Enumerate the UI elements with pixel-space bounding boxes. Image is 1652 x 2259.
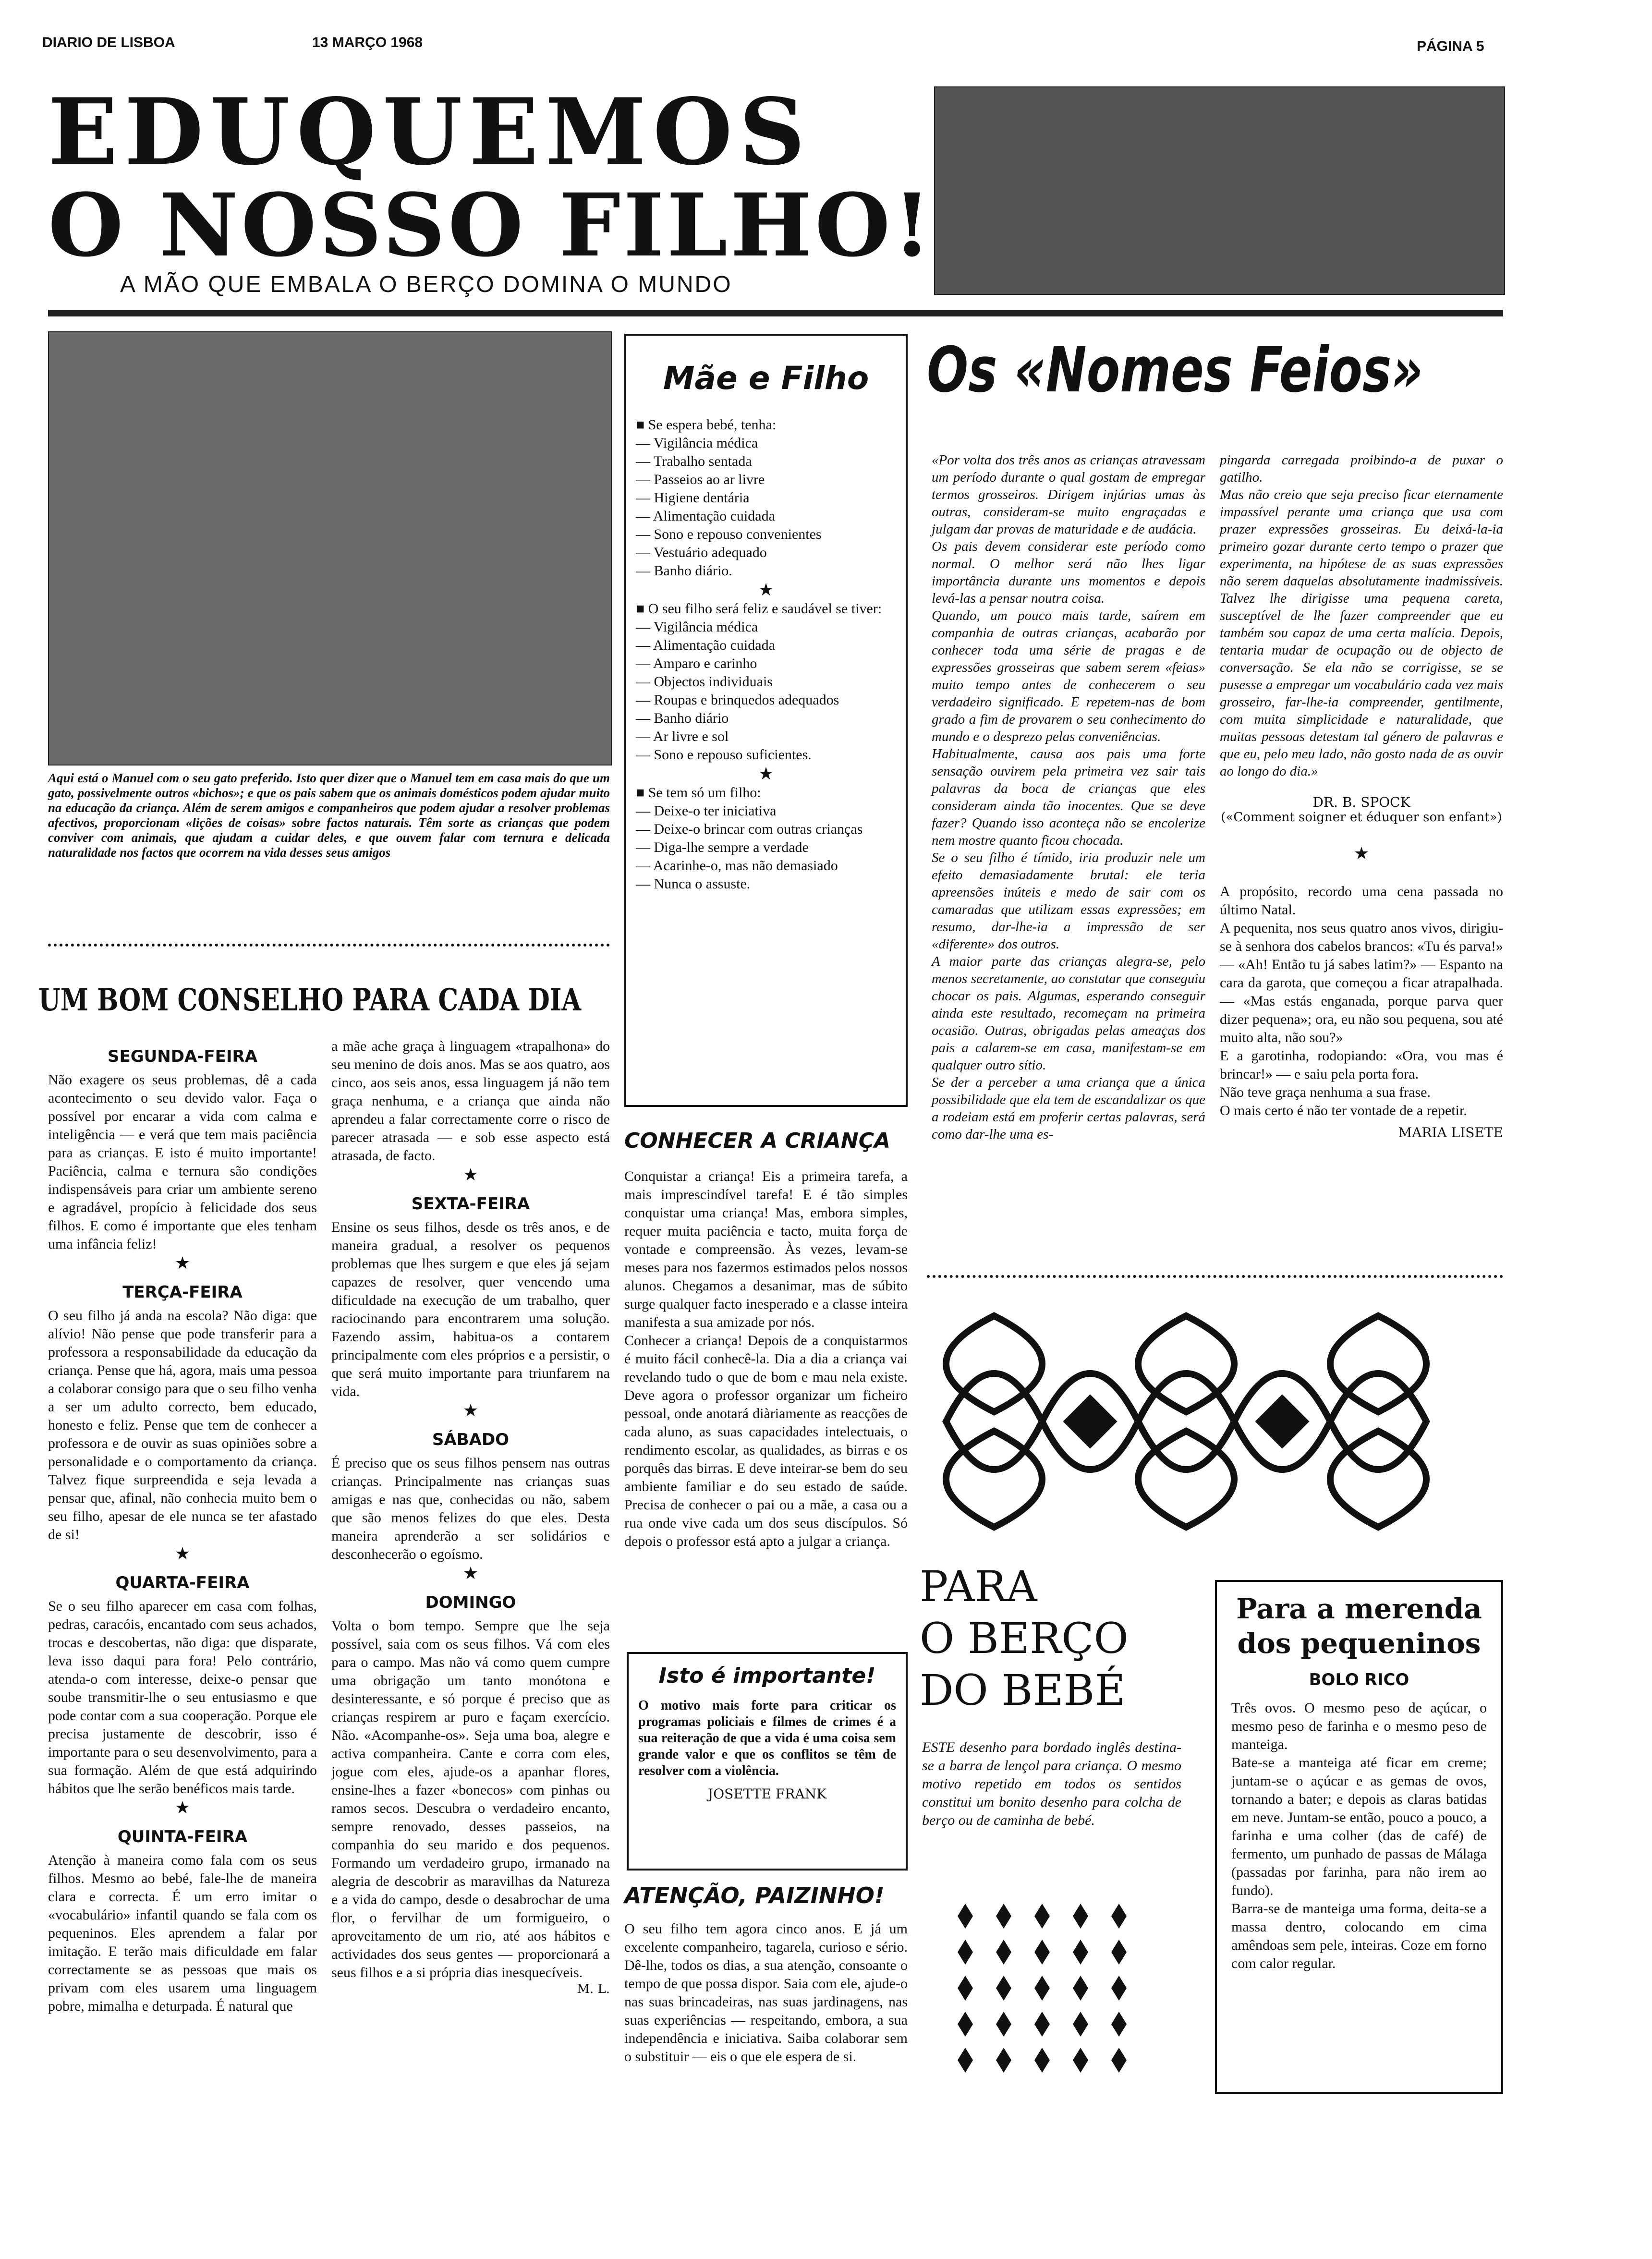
section-heading: ■ Se tem só um filho:: [636, 785, 761, 801]
day-heading: TERÇA-FEIRA: [122, 1283, 243, 1302]
recipe-text: Três ovos. O mesmo peso de açúcar, o mesmo peso de farinha e o mesmo peso de manteiga.: [1231, 1700, 1487, 1752]
day-text: Não exagere os seus problemas, dê a cada acontecimento o seu devido valor. Faça o possível por encarar a vida com calma e inteligência — e verá que tem mais paciência para as crianças. E isto é muito importante! Paciência, calma e ternura são condições indispensáveis para criar um ambiente sereno e agradável, propício à felicidade dos seus filhos. E como é importante que eles tenham uma infância feliz!: [48, 1072, 317, 1252]
recipe-name: BOLO RICO: [1309, 1670, 1409, 1689]
day-heading: QUARTA-FEIRA: [115, 1573, 250, 1592]
embroidery-motif: [996, 2048, 1011, 2073]
children-photo: [934, 86, 1505, 295]
list-item: — Alimentação cuidada: [636, 637, 775, 653]
list-item: — Trabalho sentada: [636, 453, 752, 469]
embroidery-motif: [1034, 1976, 1050, 2001]
embroidery-motif: [1034, 1940, 1050, 1965]
conhecer-paragraph: Conquistar a criança! Eis a primeira tarefa, a mais imprescindível tarefa! E é tão simples conquistar uma criança! Mas, embora simples, requer muita paciência e tacto, muita força de vontade e compreensão. Às vezes, levam-se meses para nos fazermos estimados pelos nossos alunos. Chegamos a desanimar, mas de súbito surge qualquer facto inesperado e a classe inteira manifesta a sua amizade por nós.: [624, 1168, 908, 1330]
embroidery-motif: [1034, 1904, 1050, 1929]
embroidery-motif: [1073, 2048, 1088, 2073]
embroidery-motif: [1111, 2012, 1127, 2037]
list-item: — Roupas e brinquedos adequados: [636, 692, 839, 708]
embroidery-pattern: [927, 1297, 1508, 1546]
embroidery-motif: [958, 1904, 973, 1929]
list-item: — Ar livre e sol: [636, 729, 729, 744]
atencao-section: [624, 1882, 908, 2066]
day-heading: SÁBADO: [432, 1430, 510, 1449]
conselho-title: UM BOM CONSELHO PARA CADA DIA: [38, 982, 582, 1018]
berco-title-line: PARA: [920, 1562, 1037, 1611]
page-number: PÁGINA 5: [1417, 38, 1484, 54]
list-item: — Vigilância médica: [636, 435, 758, 451]
list-item: — Objectos individuais: [636, 674, 773, 690]
section-heading: ■ Se espera bebé, tenha:: [636, 417, 777, 433]
nomes-column-2: [1220, 451, 1503, 1141]
masthead-rule: [48, 310, 1503, 316]
berco-title: [920, 1561, 1184, 1716]
embroidery-motif: [1073, 1976, 1088, 2001]
embroidery-motif: [958, 2048, 973, 2073]
star-separator: ★: [758, 580, 774, 600]
berco-text: ESTE desenho para bordado inglês destina-se a barra de lençol para criança. O mesmo motivo repetido em todos os sentidos constitui um bonito desenho para colcha de berço ou de caminha de bebé.: [922, 1739, 1181, 1828]
star-separator: ★: [758, 764, 774, 784]
section-heading: ■ O seu filho será feliz e saudável se tiver:: [636, 601, 882, 617]
day-text: O seu filho já anda na escola? Não diga: que alívio! Não pense que pode transferir para a professora a responsabilidade da educação da criança. Pense que há, agora, mais uma pessoa a colaborar consigo para que o seu filho venha a ser um adulto correcto, bem educado, honesto e feliz. Pense que tem de conhecer a professora e de ouvir as suas opiniões sobre a personalidade e o comportamento da criança. Talvez fique surpreendida e seja levada a pensar que, afinal, não conhecia muito bem o seu filho, apesar de ele nunca se ter afastado de si!: [48, 1308, 317, 1542]
embroidery-motif: [996, 2012, 1011, 2037]
nomes-anecdote: A propósito, recordo uma cena passada no último Natal. A pequenita, nos seus quatro anos vivos, dirigiu-se à senhora dos cabelos brancos: «Tu és parva!» — «Ah! Então tu já sabes latim?» — Espanto na cara da garota, que começou a ficar atrapalhada. — «Mas estás enganada, porque parva quer dizer pequena»; ora, eu não sou pequena, sou até muito alta, não sou?» E a garotinha, rodopiando: «Ora, vou mas é brincar!» — e saiu pela porta fora. Não teve graça nenhuma a sua frase. O mais certo é não ter vontade de a repetir.: [1220, 884, 1503, 1118]
list-item: — Banho diário: [636, 710, 729, 726]
embroidery-motif: [1073, 2012, 1088, 2037]
boy-with-cat-photo: [48, 331, 612, 765]
list-item: — Amparo e carinho: [636, 656, 757, 671]
list-item: — Higiene dentária: [636, 490, 750, 506]
atencao-text: O seu filho tem agora cinco anos. E já um excelente companheiro, tagarela, curioso e sério. Dê-lhe, todos os dias, a sua atenção, consoante o tempo de que possa dispor. Saia com ele, ajude-o nas suas brincadeiras, nas suas jardinagens, nas suas experiências — respeitando, embora, a sua independência e iniciativa. Saiba colaborar sem o substituir — eis o que ele espera de si.: [624, 1921, 908, 2065]
nomes-source: («Comment soigner et éduquer son enfant»): [1221, 810, 1502, 825]
day-text: Atenção à maneira como fala com os seus filhos. Mesmo ao bebé, fale-lhe de maneira clara e correcta. É um erro imitar o «vocabulário» infantil quando se fala com os pequeninos. Eles aprendem a falar por imitação. E terão mais dificuldade em falar correctamente se as pessoas que mais os privam com eles usarem uma linguagem pobre, mimalha e deturpada. É natural que: [48, 1852, 317, 2014]
divider: [48, 944, 610, 947]
importante-author: JOSETTE FRANK: [707, 1786, 827, 1802]
divider: [927, 1275, 1503, 1278]
embroidery-motif: [1111, 1940, 1127, 1965]
day-text: É preciso que os seus filhos pensem nas outras crianças. Principalmente nas crianças suas amigas e nas que, conhecidas ou não, sabem que são menos felizes do que eles. Desta maneira aprenderão a ser solidários e desconhecerão o egoísmo.: [331, 1455, 610, 1562]
embroidery-motif: [996, 1940, 1011, 1965]
day-heading: SEXTA-FEIRA: [411, 1194, 530, 1214]
nomes-column-1: «Por volta dos três anos as crianças atravessam um período durante o qual gostam de empregar termos grosseiros. Dirigem injúrias umas às outras, consideram-se muito engraçadas e julgam dar provas de maturidade e de audácia. Os pais devem considerar este período como normal. O melhor será não lhes ligar importância durante uns momentos e depois levá-las a pensar noutra coisa. Quando, um pouco mais tarde, saírem em companhia de outras crianças, acabarão por conhecer toda uma série de pragas e de expressões grosseiras que sabem serem «feias» muito tempo antes de conhecerem o seu verdadeiro significado. E repetem-nas de bom grado a fim de provarem o seu conhecimento do mundo e o desprezo pelas conveniências. Habitualmente, causa aos pais uma forte sensação ouvirem pela primeira vez sair tais palavras da boca de crianças que eles consideram ainda tão inocentes. Que se deve fazer? Quando isso aconteça não se encolerize nem mostre quanto ficou chocada. Se o seu filho é tímido, iria produzir nele um efeito demasiadamente brutal: ele teria apreensões inúteis e medo de sair com os camaradas que utilizam essas expressões; em resumo, dar-lhe-ia a impressão de ser «diferente» dos outros. A maior parte das crianças alegra-se, pelo menos secretamente, ao constatar que conseguiu chocar os pais. Algumas, esperando conseguir ainda este resultado, recomeçam na primeira ocasião. Outras, obrigadas pelas ameaças dos pais a calarem-se em casa, manifestam-se em qualquer outro sítio. Se der a perceber a uma criança que a única possibilidade que ela tem de escandalizar os que a rodeiam está em proferir certas palavras, será como dar-lhe uma es-: [932, 452, 1205, 1142]
list-item: — Alimentação cuidada: [636, 508, 775, 524]
day-text: a mãe ache graça à linguagem «trapalhona» do seu menino de dois anos. Mas se aos quatro, aos cinco, aos seis anos, essa linguagem já não tem graça nenhuma, e a criança que ainda não aprendeu a falar correctamente corre o risco de parecer atrasada — e sob esse aspecto está atrasada, de facto.: [331, 1038, 610, 1164]
list-item: — Diga-lhe sempre a verdade: [636, 839, 809, 855]
nomes-author: DR. B. SPOCK: [1312, 794, 1410, 810]
conhecer-title: CONHECER A CRIANÇA: [624, 1129, 891, 1153]
list-item: — Vigilância médica: [636, 619, 758, 635]
day-heading: QUINTA-FEIRA: [117, 1827, 248, 1846]
list-item: — Nunca o assuste.: [636, 876, 751, 892]
embroidery-motif: [1034, 2012, 1050, 2037]
masthead-line2: O NOSSO FILHO!: [48, 175, 934, 276]
merenda-title: dos pequeninos: [1237, 1627, 1481, 1660]
star-separator: ★: [174, 1798, 191, 1818]
conhecer-paragraph: Conhecer a criança! Depois de a conquistarmos é muito fácil conhecê-la. Dia a dia a criança vai revelando tudo o que de bom e mau nela existe. Deve agora o professor organizar um ficheiro pessoal, onde anotará diàriamente as reacções de cada aluno, as suas capacidades intelectuais, o rendimento escolar, as qualidades, as birras e os porquês das birras. E deve inteirar-se bem do seu ambiente familiar e do seu estado de saúde. Precisa de conhecer o pai ou a mãe, a casa ou a rua onde vive cada um dos seus discípulos. Só depois o professor está apto a julgar a criança.: [624, 1333, 908, 1549]
recipe-text: Bate-se a manteiga até ficar em creme; juntam-se o açúcar e as gemas de ovos, tornando a bater; e depois as claras batidas em neve. Juntam-se então, pouco a pouco, a farinha e uma colher (das de café) de fermento, um punhado de passas de Málaga (passadas por farinha, para não irem ao fundo).: [1231, 1755, 1487, 1898]
day-heading: DOMINGO: [425, 1593, 516, 1612]
conhecer-section: [624, 1129, 908, 1551]
embroidery-motif: [958, 2012, 973, 2037]
star-separator: ★: [1353, 844, 1370, 863]
merenda-title: Para a merenda: [1236, 1592, 1482, 1625]
masthead-subtitle: A MÃO QUE EMBALA O BERÇO DOMINA O MUNDO: [120, 272, 732, 297]
day-heading: SEGUNDA-FEIRA: [108, 1047, 257, 1066]
pregnancy-list: [636, 434, 896, 580]
embroidery-motif: [958, 1976, 973, 2001]
masthead-line1: EDUQUEMOS: [48, 78, 812, 185]
nomes-signature: MARIA LISETE: [1398, 1125, 1503, 1141]
list-item: — Banho diário.: [636, 563, 732, 579]
nomes-text: pingarda carregada proibindo-a de puxar o gatilho. Mas não creio que seja preciso ficar eternamente impassível perante uma criança que usa com prazer expressões grosseiras. Eu deixá-la-ia primeiro gozar durante certo tempo o prazer que experimenta, na hipótese de as suas expressões não serem daquelas absolutamente inadmissíveis. Talvez lhe dirigisse uma pequena careta, susceptível de lhe fazer compreender que eu também sou capaz de uma certa malícia. Depois, tentaria mudar de ocupação ou de objecto de conversação. Se ela não se corrigisse, se se pusesse a empregar um vocabulário cada vez mais grosseiro, far-lhe-ia compreender, gentilmente, com muita simplicidade e naturalidade, que muitas pessoas detestam tal género de palavras e que eu, pelo meu lado, não gosto nada de as ouvir ao longo do dia.»: [1220, 452, 1503, 779]
merenda-box: [1215, 1580, 1503, 2094]
bedding-embroidery-pattern: [946, 1897, 1138, 2079]
embroidery-motif: [1073, 1940, 1088, 1965]
list-item: — Deixe-o ter iniciativa: [636, 803, 777, 819]
list-item: — Acarinhe-o, mas não demasiado: [636, 858, 838, 874]
embroidery-motif: [1111, 1904, 1127, 1929]
conselho-column-2: [331, 1037, 610, 1996]
star-separator: ★: [174, 1544, 191, 1564]
embroidery-motif: [1111, 2048, 1127, 2073]
mae-filho-title: Mãe e Filho: [663, 360, 869, 397]
recipe-text: Barra-se de manteiga uma forma, deita-se a massa dentro, colocando em cima amêndoas sem pele, inteiras. Coze em forno com calor regular.: [1231, 1901, 1487, 1971]
conselho-column-1: [48, 1037, 317, 2016]
newspaper-name: DIARIO DE LISBOA: [42, 35, 175, 50]
day-text: Se o seu filho aparecer em casa com folhas, pedras, caracóis, encantado com seus achados, trocas e descobertas, não diga: que disparate, leva isso daqui para fora! Pelo contrário, atenda-o com interesse, deixe-o pensar que soube transmitir-lhe o seu entusiasmo e que pode contar com a sua cooperação. Porque ele precisa justamente de descobrir, isso é importante para o seu desenvolvimento, para a sua formação. Além de que está adquirindo hábitos que lhe serão benéficos mais tarde.: [48, 1598, 317, 1797]
importante-title: Isto é importante!: [658, 1664, 876, 1688]
list-item: — Sono e repouso suficientes.: [636, 747, 812, 763]
star-separator: ★: [462, 1165, 479, 1185]
embroidery-motif: [958, 1940, 973, 1965]
embroidery-motif: [1111, 1976, 1127, 2001]
list-item: — Passeios ao ar livre: [636, 472, 765, 487]
day-text: Ensine os seus filhos, desde os três anos, e de maneira gradual, a resolver os pequenos problemas que lhes surgem e que eles já sejam capazes de resolver, quer vencendo uma dificuldade na execução de um trabalho, quer raciocinando para encontrarem uma solução. Fazendo assim, habitua-os a contarem principalmente com eles próprios e a persistir, o que será muito importante para triunfarem na vida.: [331, 1219, 610, 1399]
list-item: — Sono e repouso convenientes: [636, 526, 822, 542]
only-child-list: [636, 802, 896, 893]
embroidery-motif: [996, 1976, 1011, 2001]
issue-date: 13 MARÇO 1968: [312, 35, 423, 50]
nomes-feios-title: Os «Nomes Feios»: [927, 333, 1423, 406]
mae-filho-box: [624, 334, 908, 1107]
star-separator: ★: [462, 1401, 479, 1421]
list-item: — Vestuário adequado: [636, 545, 767, 560]
star-separator: ★: [174, 1253, 191, 1273]
embroidery-motif: [996, 1904, 1011, 1929]
photo-caption: Aqui está o Manuel com o seu gato preferido. Isto quer dizer que o Manuel tem em casa mais do que um gato, possivelmente outros «bichos»; e que os pais sabem que os animais domésticos podem ajudar muito na educação da criança. Além de serem amigos e companheiros que podem ajudar a resolver problemas afectivos, proporcionam «lições de coisas» sobre factos naturais. Têm sorte as crianças que podem conviver com animais, que ajudam a cuidar deles, e que ouvem falar com ternura e delicada naturalidade nos factos que ocorrem na vida desses seus amigos: [48, 771, 610, 860]
atencao-title: ATENÇÃO, PAIZINHO!: [624, 1882, 885, 1908]
berco-title-line: O BERÇO: [920, 1614, 1129, 1663]
happy-child-list: [636, 618, 896, 764]
importante-box: [627, 1652, 908, 1870]
day-text: Volta o bom tempo. Sempre que lhe seja possível, saia com os seus filhos. Vá com eles para o campo. Mas não vá como quem cumpre uma obrigação um tanto monótona e desinteressante, e só porque é preciso que as crianças respirem ar puro e façam exercício. Não. «Acompanhe-os». Seja uma boa, alegre e activa companheira. Cante e corra com eles, jogue com eles, ajude-os a apanhar flores, ensine-lhes a fazer «bonecos» com pinhas ou ramos secos. Descubra o verdadeiro encanto, sempre renovado, desses passeios, na companhia do seu marido e dos pequenos. Formando um verdadeiro grupo, irmanado na alegria de descobrir as maravilhas da Natureza e a vida do campo, desde o desabrochar de uma flor, o fervilhar de um formigueiro, o aproveitamento de um rio, até aos hábitos e actividades dos seus gentes — proporcionará a seus filhos e a si própria dias inesquecíveis.: [331, 1618, 610, 1980]
importante-text: O motivo mais forte para criticar os programas policiais e filmes de crimes é a sua reiteração de que a vida é uma coisa sem grande valor e que os conflitos se têm de resolver com a violência.: [638, 1698, 896, 1778]
embroidery-motif: [1073, 1904, 1088, 1929]
star-separator: ★: [462, 1564, 479, 1583]
signature: M. L.: [577, 1982, 610, 1996]
embroidery-motif: [1034, 2048, 1050, 2073]
list-item: — Deixe-o brincar com outras crianças: [636, 821, 863, 837]
berco-title-line: DO BEBÉ: [920, 1665, 1126, 1715]
